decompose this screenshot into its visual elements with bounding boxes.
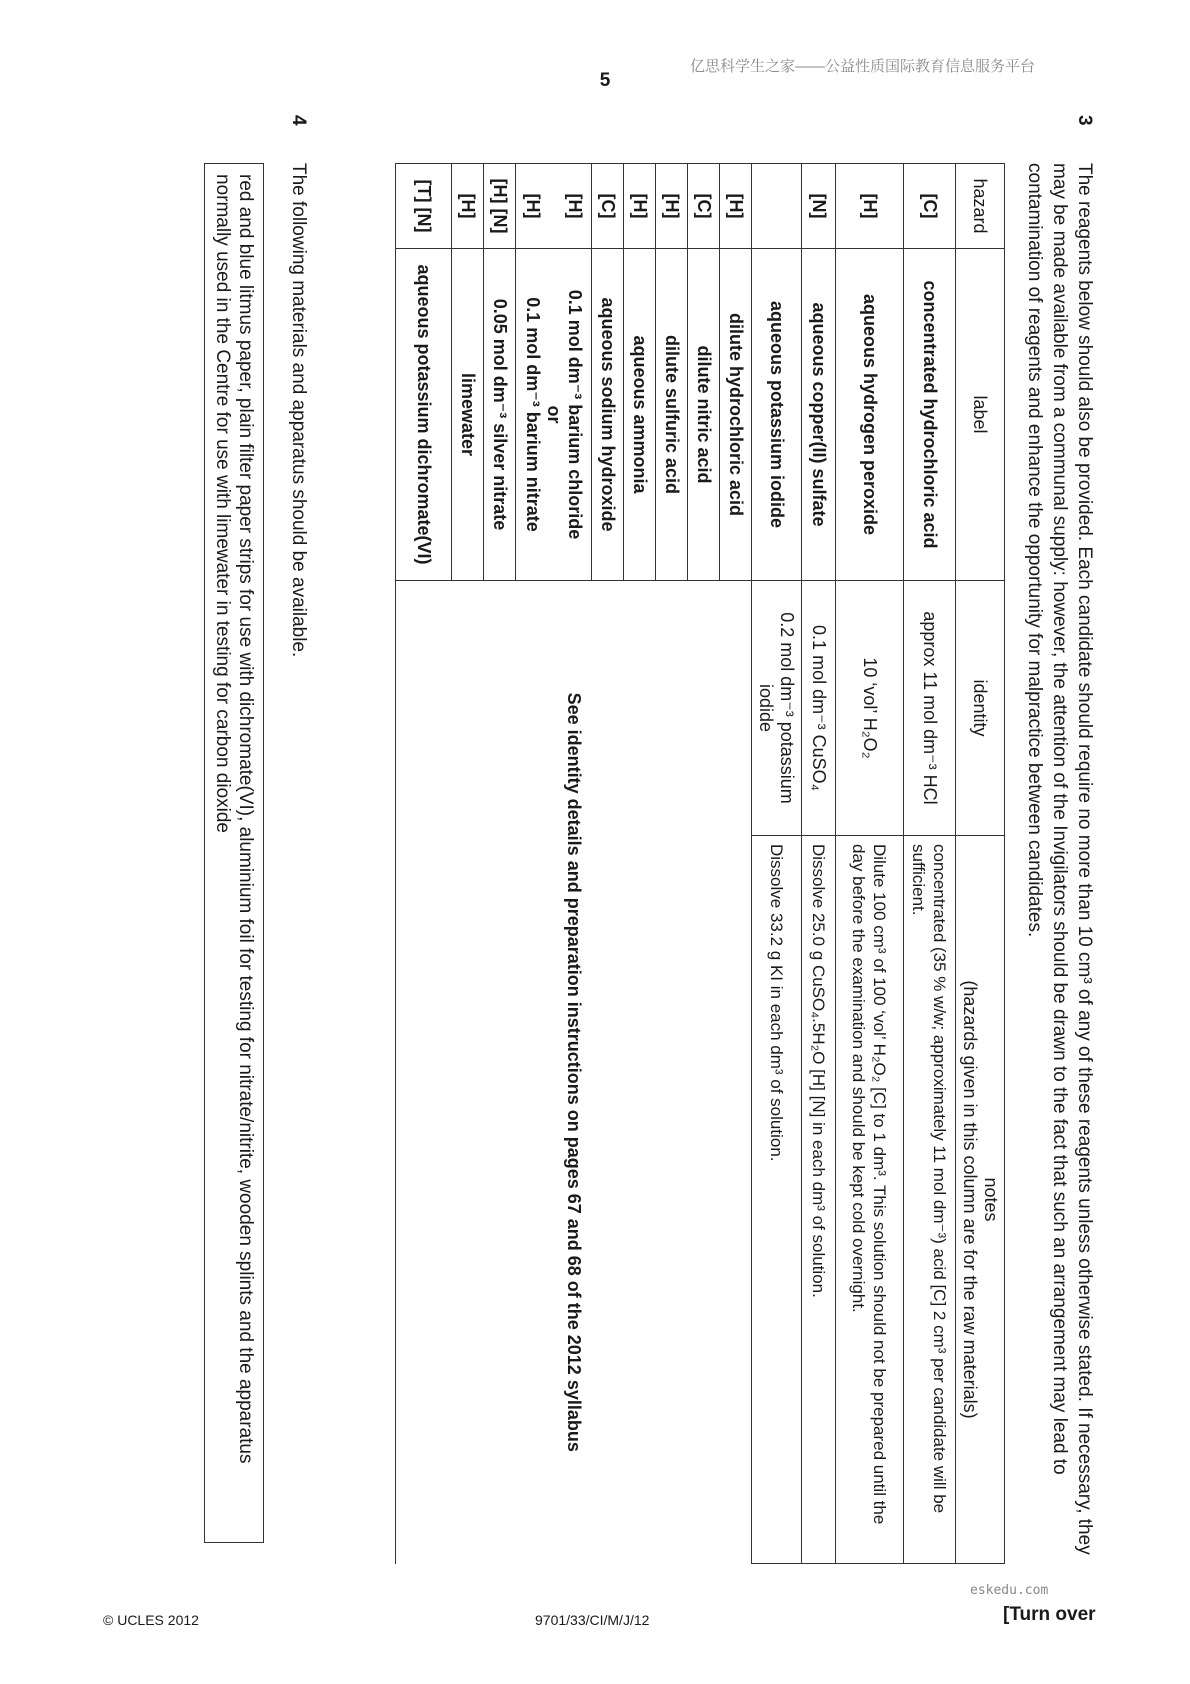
label-cell: 0.1 mol dm⁻³ barium chloride or 0.1 mol dm⁻³ barium nitrate	[516, 249, 592, 581]
hazard-cell: [C]	[592, 164, 624, 249]
label-cell: limewater	[452, 249, 484, 581]
identity-cell: 10 ‘vol’ H₂O₂	[836, 581, 904, 836]
header-hazard: hazard	[956, 164, 1005, 249]
hazard-cell: [T] [N]	[396, 164, 452, 249]
hazard-cell: [H] [N]	[484, 164, 516, 249]
bench-note: See identity details and preparation instructions on pages 67 and 68 of the 2012 syllabus	[396, 581, 752, 1564]
hazard-cell: [H]	[720, 164, 752, 249]
label-cell: dilute nitric acid	[688, 249, 720, 581]
hazard-cell: [C]	[904, 164, 956, 249]
rotated-content	[97, 115, 1097, 1575]
question-text: The following materials and apparatus should be available.	[288, 163, 309, 658]
question-number: 3	[1074, 115, 1095, 126]
notes-cell: Dissolve 33.2 g KI in each dm³ of solution.	[752, 836, 802, 1564]
reagents-table	[395, 163, 1005, 1564]
notes-cell: Dilute 100 cm³ of 100 ‘vol’ H₂O₂ [C] to 1 dm³. This solution should not be prepared until the day before the examination and should be kept cold overnight.	[836, 836, 904, 1564]
hazard-cell: [N]	[802, 164, 836, 249]
header-notes-sub: (hazards given in this column are for the raw materials)	[960, 980, 980, 1419]
label-cell: 0.05 mol dm⁻³ silver nitrate	[484, 249, 516, 581]
question-text: The reagents below should also be provided. Each candidate should require no more than 10 cm³ of any of these reagents unless otherwise stated. If necessary, they may be made available from a communal supply: however, the attention of the Invigilators should be drawn to the fact that such an arrangement may lead to contamination of reagents and enhance the opportunity for malpractice between candidates.	[1024, 163, 1095, 1555]
bench-row	[720, 164, 752, 1564]
hazard-cell: [H]	[624, 164, 656, 249]
notes-cell: Dissolve 25.0 g CuSO₄.5H₂O [H] [N] in each dm³ of solution.	[802, 836, 836, 1564]
label-cell: dilute hydrochloric acid	[720, 249, 752, 581]
label-cell: aqueous sodium hydroxide	[592, 249, 624, 581]
notes-cell: concentrated (35 % w/w; approximately 11 mol dm⁻³) acid [C] 2 cm³ per candidate will be sufficient.	[904, 836, 956, 1564]
hazard-cell	[752, 164, 802, 249]
table-row	[752, 164, 802, 1564]
materials-box: red and blue litmus paper, plain filter paper strips for use with dichromate(VI), aluminium foil for testing for nitrate/nitrite, wooden splints and the apparatus normally used in the Centre for use with limewater in testing for carbon dioxide	[204, 163, 264, 1543]
turn-over: [Turn over	[1003, 1604, 1096, 1625]
question-number: 4	[288, 115, 309, 126]
identity-cell: 0.2 mol dm⁻³ potassium iodide	[752, 581, 802, 836]
label-cell: aqueous hydrogen peroxide	[836, 249, 904, 581]
hazard-cell: [H]	[452, 164, 484, 249]
copyright: © UCLES 2012	[103, 1612, 199, 1628]
page-number: 5	[599, 70, 611, 91]
label-cell: aqueous potassium iodide	[752, 249, 802, 581]
header-notes	[956, 836, 1005, 1564]
label-cell: aqueous potassium dichromate(VI)	[396, 249, 452, 581]
site-mark: eskedu.com	[970, 1583, 1049, 1598]
label-cell: aqueous ammonia	[624, 249, 656, 581]
hazard-cell: [H] [H]	[516, 164, 592, 249]
hazard-cell: [H]	[656, 164, 688, 249]
table-header-row	[956, 164, 1005, 1564]
label-cell: dilute sulfuric acid	[656, 249, 688, 581]
hazard-cell: [C]	[688, 164, 720, 249]
identity-cell: approx 11 mol dm⁻³ HCl	[904, 581, 956, 836]
label-cell: concentrated hydrochloric acid	[904, 249, 956, 581]
header-label: label	[956, 249, 1005, 581]
hazard-cell: [H]	[836, 164, 904, 249]
table-row	[802, 164, 836, 1564]
label-cell: aqueous copper(II) sulfate	[802, 249, 836, 581]
table-row	[904, 164, 956, 1564]
watermark-text: 亿思科学生之家——公益性质国际教育信息服务平台	[690, 58, 1036, 75]
header-notes-title: notes	[981, 1177, 1001, 1222]
table-row	[836, 164, 904, 1564]
identity-cell: 0.1 mol dm⁻³ CuSO₄	[802, 581, 836, 836]
header-identity: identity	[956, 581, 1005, 836]
paper-code: 9701/33/CI/M/J/12	[535, 1612, 650, 1628]
